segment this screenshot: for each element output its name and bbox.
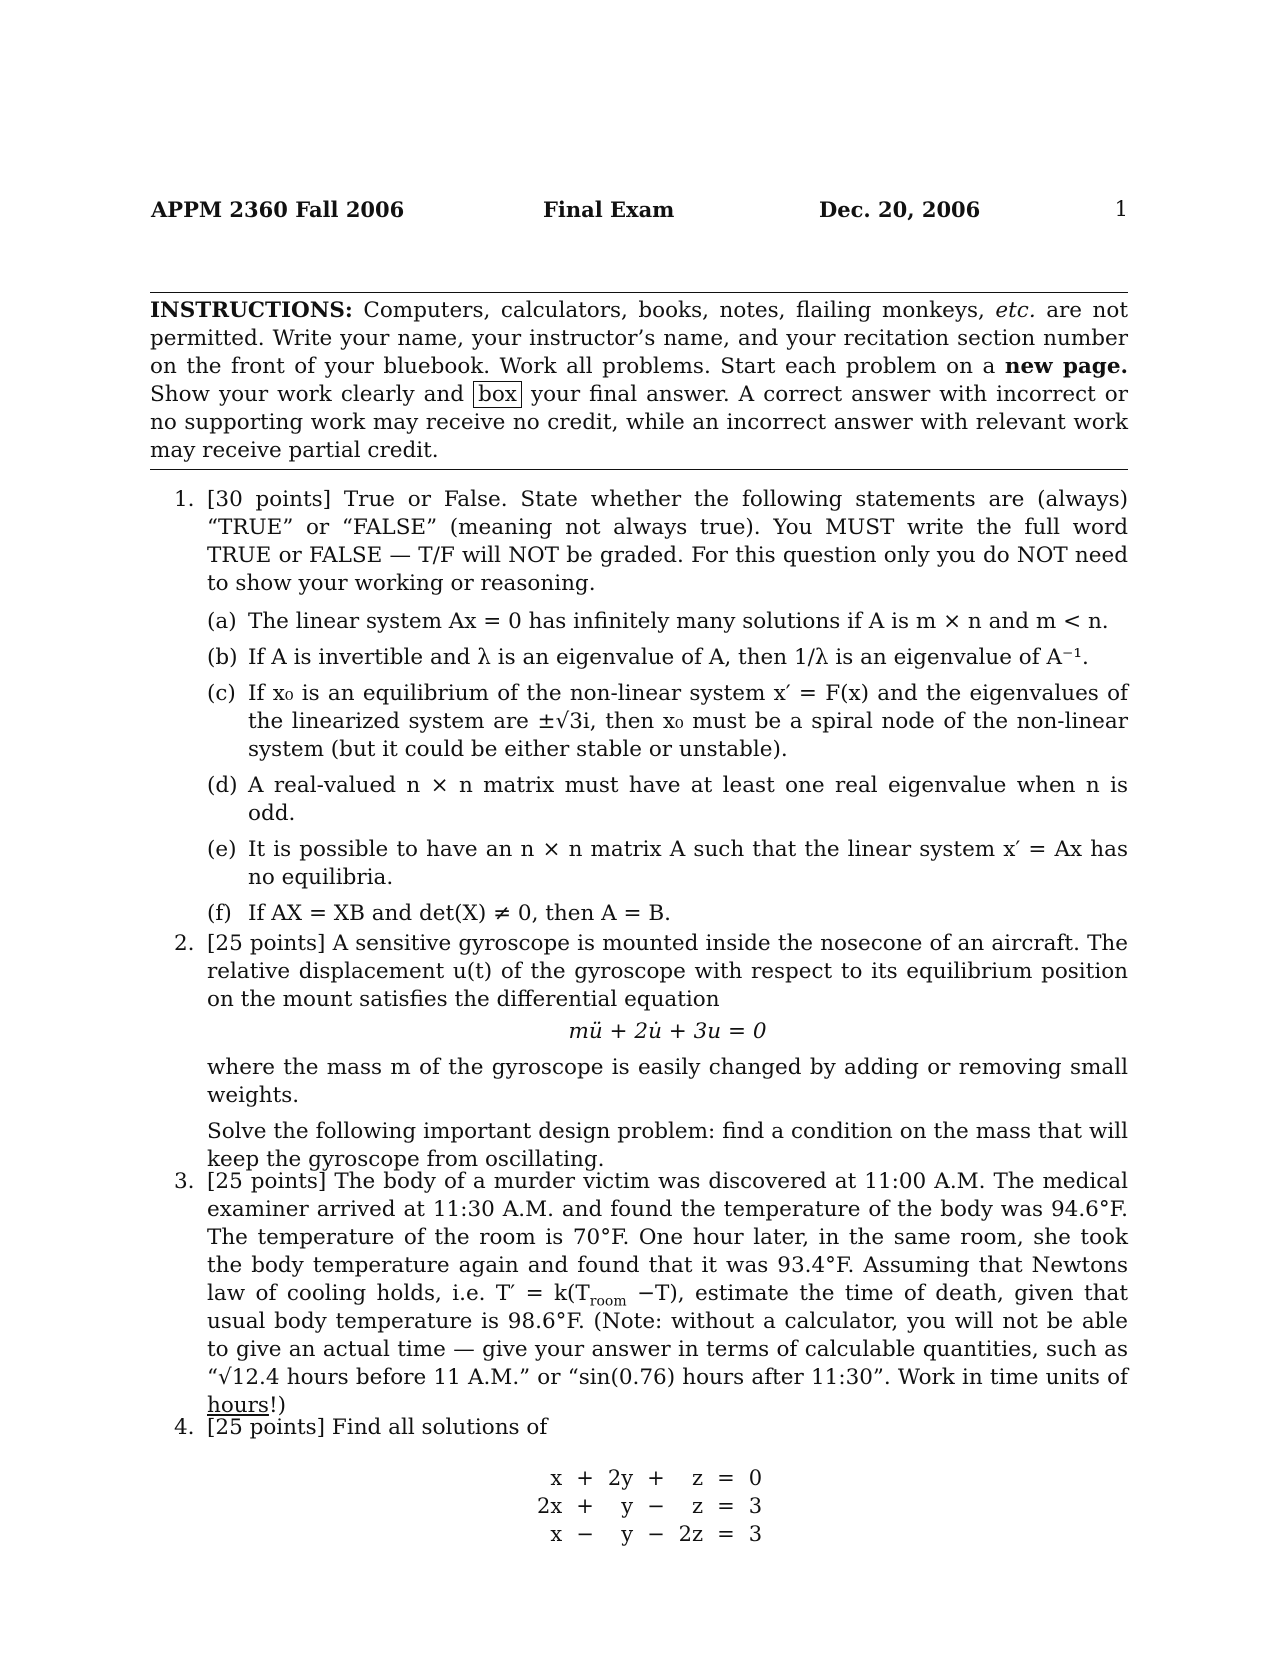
system-cell: x — [550, 1522, 563, 1546]
question-1-parts — [207, 608, 1128, 928]
exam-date: Dec. 20, 2006 — [819, 197, 981, 222]
part-e — [207, 836, 1128, 892]
question-2 — [174, 930, 1128, 1174]
part-c — [207, 680, 1128, 764]
system-row — [530, 1464, 769, 1492]
system-cell: + — [576, 1494, 594, 1518]
system-cell: = — [717, 1466, 735, 1490]
instructions-box-word: box — [473, 381, 522, 408]
instructions-etc: etc. — [995, 298, 1036, 323]
system-cell: 2z — [678, 1522, 704, 1546]
page-number: 1 — [1114, 197, 1128, 221]
question-2-text: [25 points] A sensitive gyroscope is mounted inside the nosecone of an aircraft. The relative displacement u(t) of the gyroscope with respect to its equilibrium position on the mount satisfies the differential equation — [207, 931, 1128, 1012]
part-e-label: (e) — [207, 837, 237, 862]
system-cell: 0 — [748, 1466, 763, 1490]
question-3-text-a: [25 points] The body of a murder victim was discovered at 11:00 A.M. The medical examiner arrived at 11:30 A.M. and found the temperature of the body was 94.6°F. The temperature of the room is 70°F. One hour later, in the same room, she took the body temperature again and found that it was 93.4°F. Assuming that Newtons law of cooling holds, i.e. T′ = k(T — [207, 1169, 1128, 1306]
question-3-text — [207, 1168, 1128, 1420]
system-cell: + — [576, 1466, 594, 1490]
system-cell: x — [550, 1466, 563, 1490]
question-3-text-b: −T), estimate the time of death, given that usual body temperature is 98.6°F. (Note: without a calculator, you will not be able to give an actual time — give your answer in terms of calculable quantities, such as “√12.4 hours before 11 A.M.” or “sin(0.76) hours after 11:30”. Work in time units of — [207, 1281, 1128, 1390]
instructions-text-3: Show your work clearly and — [150, 382, 465, 407]
question-3 — [174, 1168, 1128, 1420]
part-a-text: The linear system Ax = 0 has infinitely many solutions if A is m × n and m < n. — [248, 609, 1109, 634]
part-f — [207, 900, 1128, 928]
system-cell: − — [576, 1522, 594, 1546]
part-d-label: (d) — [207, 773, 238, 798]
system-cell: y — [621, 1522, 634, 1546]
part-e-text: It is possible to have an n × n matrix A such that the linear system x′ = Ax has no equilibria. — [248, 837, 1128, 890]
instructions-new-page: new page. — [1004, 354, 1128, 379]
course-name: APPM 2360 Fall 2006 — [151, 197, 405, 222]
system-row — [530, 1492, 769, 1520]
question-4 — [174, 1414, 1128, 1442]
part-d — [207, 772, 1128, 828]
instructions-label: INSTRUCTIONS: — [150, 298, 353, 323]
exam-title: Final Exam — [543, 197, 675, 222]
part-f-label: (f) — [207, 901, 232, 926]
part-b-text: If A is invertible and λ is an eigenvalue of A, then 1/λ is an eigenvalue of A⁻¹. — [248, 645, 1089, 670]
system-cell: = — [717, 1494, 735, 1518]
question-2-equation: mü + 2u̇ + 3u = 0 — [568, 1019, 767, 1044]
question-3-subscript: room — [589, 1293, 627, 1310]
part-a — [207, 608, 1128, 636]
system-cell: − — [647, 1494, 665, 1518]
linear-system — [530, 1464, 769, 1548]
system-cell: + — [647, 1466, 665, 1490]
question-3-text-c: !) — [268, 1393, 286, 1418]
question-1 — [174, 486, 1128, 936]
part-a-label: (a) — [207, 609, 237, 634]
system-cell: 3 — [748, 1494, 763, 1518]
question-3-hours: hours — [207, 1393, 269, 1418]
question-2-text-2: where the mass m of the gyroscope is easily changed by adding or removing small weights. — [207, 1055, 1128, 1108]
question-4-number: 4. — [174, 1415, 195, 1440]
instructions-text-4: your final answer. A correct answer with incorrect or no supporting work may receive no credit, while an incorrect answer with relevant work may receive partial credit. — [150, 382, 1128, 463]
system-cell: 2y — [607, 1466, 634, 1490]
instructions-text-2: are not permitted. Write your name, your instructor’s name, and your recitation section number on the front of your bluebook. Work all problems. Start each problem on a — [150, 298, 1128, 379]
part-b-label: (b) — [207, 645, 238, 670]
system-cell: 3 — [748, 1522, 763, 1546]
part-b — [207, 644, 1128, 672]
page-header — [151, 197, 1128, 227]
system-cell: = — [717, 1522, 735, 1546]
system-cell: − — [647, 1522, 665, 1546]
linear-system-table — [530, 1464, 769, 1548]
part-c-label: (c) — [207, 681, 236, 706]
question-2-number: 2. — [174, 931, 195, 956]
system-cell: y — [621, 1494, 634, 1518]
part-d-text: A real-valued n × n matrix must have at least one real eigenvalue when n is odd. — [248, 773, 1128, 826]
instructions-box — [150, 292, 1128, 470]
system-cell: z — [692, 1494, 704, 1518]
system-cell: z — [692, 1466, 704, 1490]
question-3-number: 3. — [174, 1169, 195, 1194]
instructions-text-1: Computers, calculators, books, notes, flailing monkeys, — [363, 298, 985, 323]
system-row — [530, 1520, 769, 1548]
system-cell: 2x — [537, 1494, 563, 1518]
part-c-text: If x₀ is an equilibrium of the non-linear system x′ = F(x) and the eigenvalues of the linearized system are ±√3i, then x₀ must be a spiral node of the non-linear system (but it could be either stable or unstable). — [248, 681, 1128, 762]
question-4-text: [25 points] Find all solutions of — [207, 1415, 548, 1440]
question-2-text-3: Solve the following important design problem: find a condition on the mass that will keep the gyroscope from oscillating. — [207, 1119, 1128, 1172]
question-1-text: [30 points] True or False. State whether the following statements are (always) “TRUE” or “FALSE” (meaning not always true). You MUST write the full word TRUE or FALSE — T/F will NOT be graded. For this question only you do NOT need to show your working or reasoning. — [207, 487, 1128, 596]
part-f-text: If AX = XB and det(X) ≠ 0, then A = B. — [248, 901, 671, 926]
question-1-number: 1. — [174, 487, 195, 512]
